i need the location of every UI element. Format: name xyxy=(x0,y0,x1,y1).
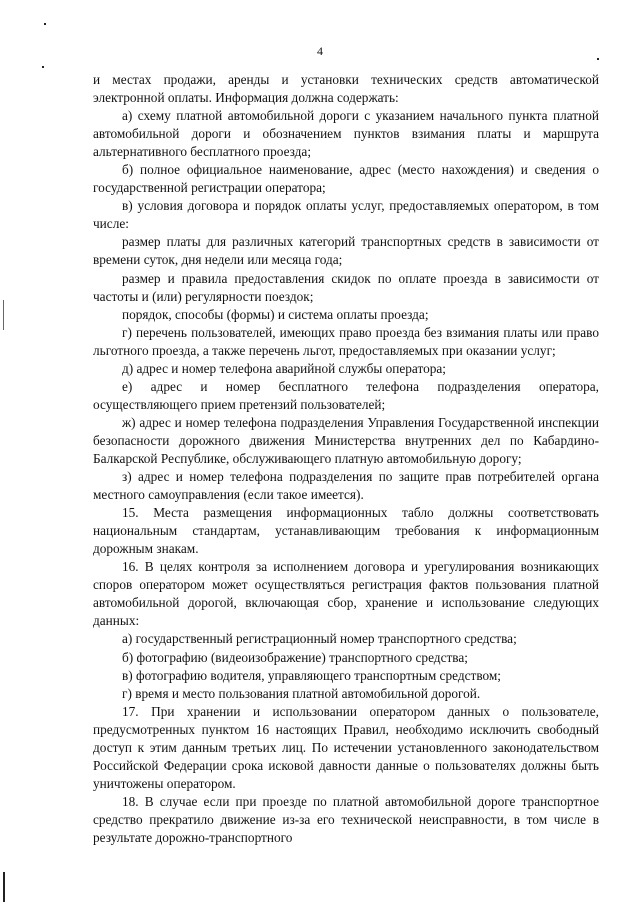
paragraph-item-zh: ж) адрес и номер телефона подразделения Управления Государственной инспекции безопасности дорожного движения Министерства внутренних дел по Кабардино-Балкарской Республике, обслуживающего платную автомобильную дорогу; xyxy=(93,414,599,466)
scan-speck-left xyxy=(42,66,44,68)
paragraph-discounts: размер и правила предоставления скидок по оплате проезда в зависимости от частоты и (или) регулярности поездок; xyxy=(93,270,599,304)
paragraph-item-d: д) адрес и номер телефона аварийной службы оператора; xyxy=(122,360,446,376)
paragraph-16-item-a: а) государственный регистрационный номер транспортного средства; xyxy=(122,631,517,647)
paragraph-16-item-g: г) время и место пользования платной автомобильной дорогой. xyxy=(122,685,481,701)
paragraph-item-g: г) перечень пользователей, имеющих право проезда без взимания платы или право льготного проезда, а также перечень льгот, предоставляемых при оказании услуг; xyxy=(93,324,599,358)
paragraph-item-b: б) полное официальное наименование, адрес (место нахождения) и сведения о государственной регистрации оператора; xyxy=(93,162,599,196)
scan-edge-mark-bottom-left xyxy=(3,872,5,902)
scan-speck-top-left xyxy=(44,23,46,25)
paragraph-item-z: з) адрес и номер телефона подразделения по защите прав потребителей органа местного самоуправления (если такое имеется). xyxy=(93,469,599,503)
paragraph-continuation: и местах продажи, аренды и установки технических средств автоматической электронной оплаты. Информация должна содержать: xyxy=(93,72,599,106)
paragraph-section-16: 16. В целях контроля за исполнением договора и урегулирования возникающих споров оператором может осуществляться регистрация фактов пользования платной автомобильной дорогой, включающая сбор, хранение и использование следующих данных: xyxy=(93,559,599,629)
scan-edge-mark-left xyxy=(3,300,4,330)
paragraph-section-18: 18. В случае если при проезде по платной автомобильной дороге транспортное средство прекратило движение из-за его технической неисправности, в том числе в результате дорожно-транспортного xyxy=(93,793,599,845)
page-number: 4 xyxy=(317,44,323,58)
document-body xyxy=(93,71,599,847)
paragraph-fee-size: размер платы для различных категорий транспортных средств в зависимости от времени суток, дня недели или месяца года; xyxy=(93,234,599,268)
paragraph-payment-methods: порядок, способы (формы) и система оплаты проезда; xyxy=(122,306,429,322)
paragraph-item-v: в) условия договора и порядок оплаты услуг, предоставляемых оператором, в том числе: xyxy=(93,198,599,232)
paragraph-item-a: а) схему платной автомобильной дороги с указанием начального пункта платной автомобильной дороги и обозначением пунктов взимания платы и маршрута альтернативного бесплатного проезда; xyxy=(93,108,599,160)
paragraph-section-15: 15. Места размещения информационных табло должны соответствовать национальным стандартам, устанавливающим требования к информационным дорожным знакам. xyxy=(93,505,599,557)
paragraph-item-e: е) адрес и номер бесплатного телефона подразделения оператора, осуществляющего прием претензий пользователей; xyxy=(93,378,599,412)
paragraph-16-item-v: в) фотографию водителя, управляющего транспортным средством; xyxy=(122,667,502,683)
paragraph-section-17: 17. При хранении и использовании оператором данных о пользователе, предусмотренных пунктом 16 настоящих Правил, необходимо исключить свободный доступ к этим данным третьих лиц. По истечении установленного законодательством Российской Федерации срока исковой давности данные о пользователях должны быть уничтожены оператором. xyxy=(93,703,599,791)
paragraph-16-item-b: б) фотографию (видеоизображение) транспортного средства; xyxy=(122,649,468,665)
